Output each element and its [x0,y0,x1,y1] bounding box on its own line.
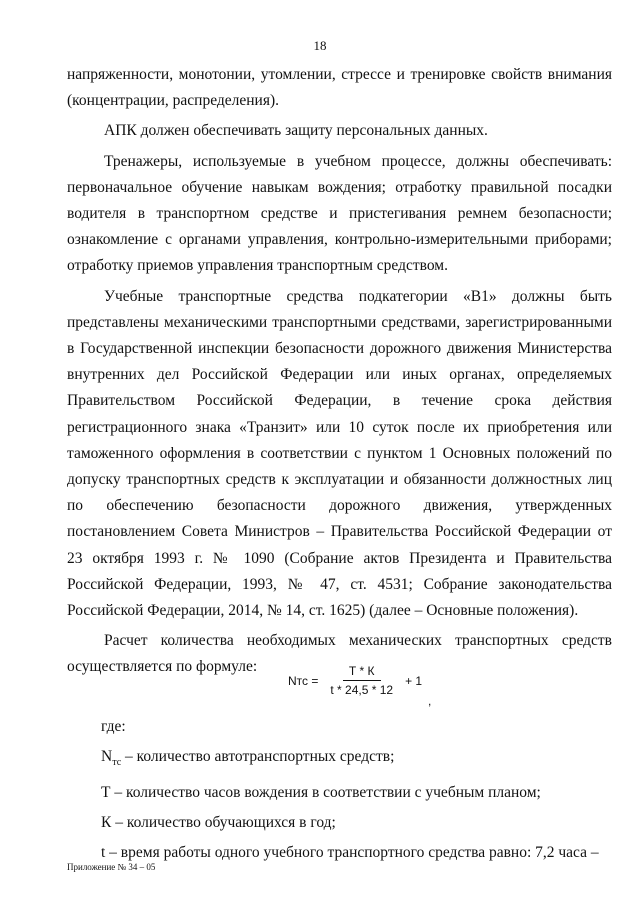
formula-fraction [324,664,399,697]
paragraph-1: напряженности, монотонии, утомлении, стрессе и тренировке свойств внимания (концентрации, распределения). [67,66,612,110]
paragraph-3: Тренажеры, используемые в учебном процессе, должны обеспечивать: первоначальное обучение навыкам вождения; отработку правильной посадки водителя в транспортном средстве и пристегивания ремнем безопасности; ознакомление с органами управления, контрольно-измерительными приборами; отработку приемов управления транспортным средством. [67,152,612,275]
formula-lhs: Nтс = [288,673,319,688]
definition-n-text: – количество автотранспортных средств; [121,748,395,765]
paragraph-5: Расчет количества необходимых механических транспортных средств осуществляется по формуле: [67,632,612,676]
definition-n-symbol: N [101,748,113,765]
formula-plus: + 1 [405,673,423,688]
formula-denominator: t * 24,5 * 12 [330,683,394,697]
definition-time: t – время работы одного учебного транспортного средства равно: 7,2 часа – [101,844,599,862]
definitions-intro: где: [101,718,126,735]
formula [288,664,432,708]
definition-t: Т – количество часов вождения в соответствии с учебным планом; [101,784,541,802]
formula-numerator: Т * К [343,664,381,681]
formula-comma: , [428,694,432,708]
definition-n [101,742,612,778]
footer-label: Приложение № 34 – 05 [67,862,156,872]
definition-k: К – количество обучающихся в год; [101,814,336,832]
definition-n-subscript: тс [112,757,122,769]
body-text [67,62,612,681]
definitions [101,712,612,868]
paragraph-2: АПК должен обеспечивать защиту персональных данных. [104,122,488,140]
paragraph-4: Учебные транспортные средства подкатегории «В1» должны быть представлены механическими транспортными средствами, зарегистрированными в Государственной инспекции безопасности дорожного движения Министерства внутренних дел Российской Федерации или иных органах, определяемых Правительством Российской Федерации, в течение срока действия регистрационного знака «Транзит» или 10 суток после их приобретения или таможенного оформления в соответствии с пунктом 1 Основных положений по допуску транспортных средств к эксплуатации и обязанности должностных лиц по обеспечению безопасности дорожного движения, утвержденных постановлением Совета Министров – Правительства Российской Федерации от 23 октября 1993 г. № 1090 (Собрание актов Президента и Правительства Российской Федерации, 1993, № 47, ст. 4531; Собрание законодательства Российской Федерации, 2014, № 14, ст. 1625) (далее – Основные положения). [67,287,612,620]
page-number: 18 [313,38,327,53]
